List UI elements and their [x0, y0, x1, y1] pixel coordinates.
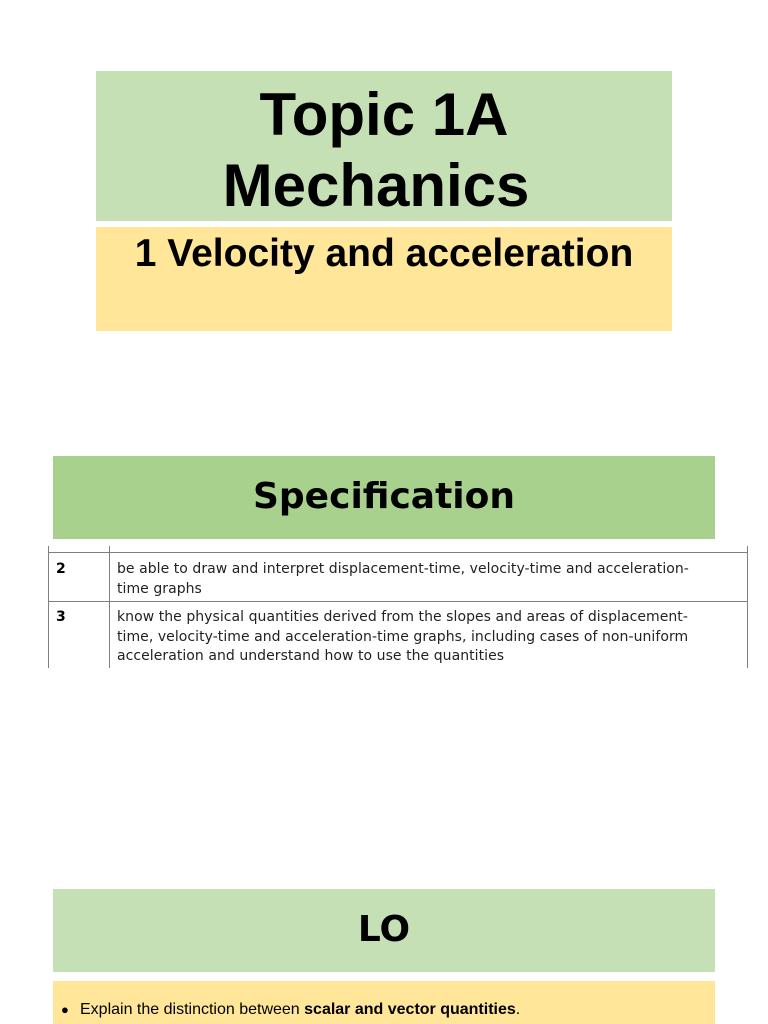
- spec-text-line: know the physical quantities derived from the slopes and areas of displacement-: [117, 609, 688, 625]
- title-banner: [96, 71, 672, 221]
- table-border-right: [747, 546, 748, 668]
- table-border-column: [109, 546, 110, 668]
- spec-text: [117, 608, 717, 667]
- specification-title: Specification: [252, 476, 516, 517]
- lo-list: [53, 981, 715, 1024]
- spec-text: [117, 560, 717, 599]
- spec-number: 2: [56, 561, 66, 577]
- lo-item-emphasis: scalar and vector quantities: [304, 1001, 516, 1018]
- subtitle-banner: [96, 227, 672, 331]
- spec-text-line: time, velocity-time and acceleration-time graphs, including cases of non-uniform: [117, 628, 689, 645]
- lo-item-suffix: .: [515, 1001, 521, 1018]
- specification-table: [48, 546, 748, 668]
- subtitle-text: 1 Velocity and acceleration: [134, 232, 634, 275]
- spec-text-line: time graphs: [117, 580, 202, 597]
- specification-header: [53, 456, 715, 539]
- list-item: [61, 1000, 520, 1020]
- spec-text-line: acceleration and understand how to use the quantities: [117, 648, 505, 664]
- bullet-icon: ●: [61, 1002, 69, 1017]
- table-border-left: [48, 546, 49, 668]
- lo-item-prefix: Explain the distinction between: [80, 1001, 305, 1018]
- lo-title: LO: [357, 909, 411, 950]
- table-row-divider: [48, 601, 748, 602]
- spec-number: 3: [56, 609, 66, 625]
- title-line-topic: Topic 1A: [259, 81, 509, 148]
- table-border-top: [48, 552, 748, 553]
- spec-text-line: be able to draw and interpret displacement-time, velocity-time and acceleration-: [117, 561, 689, 577]
- title-line-subject: Mechanics: [222, 152, 530, 219]
- lo-header: [53, 889, 715, 972]
